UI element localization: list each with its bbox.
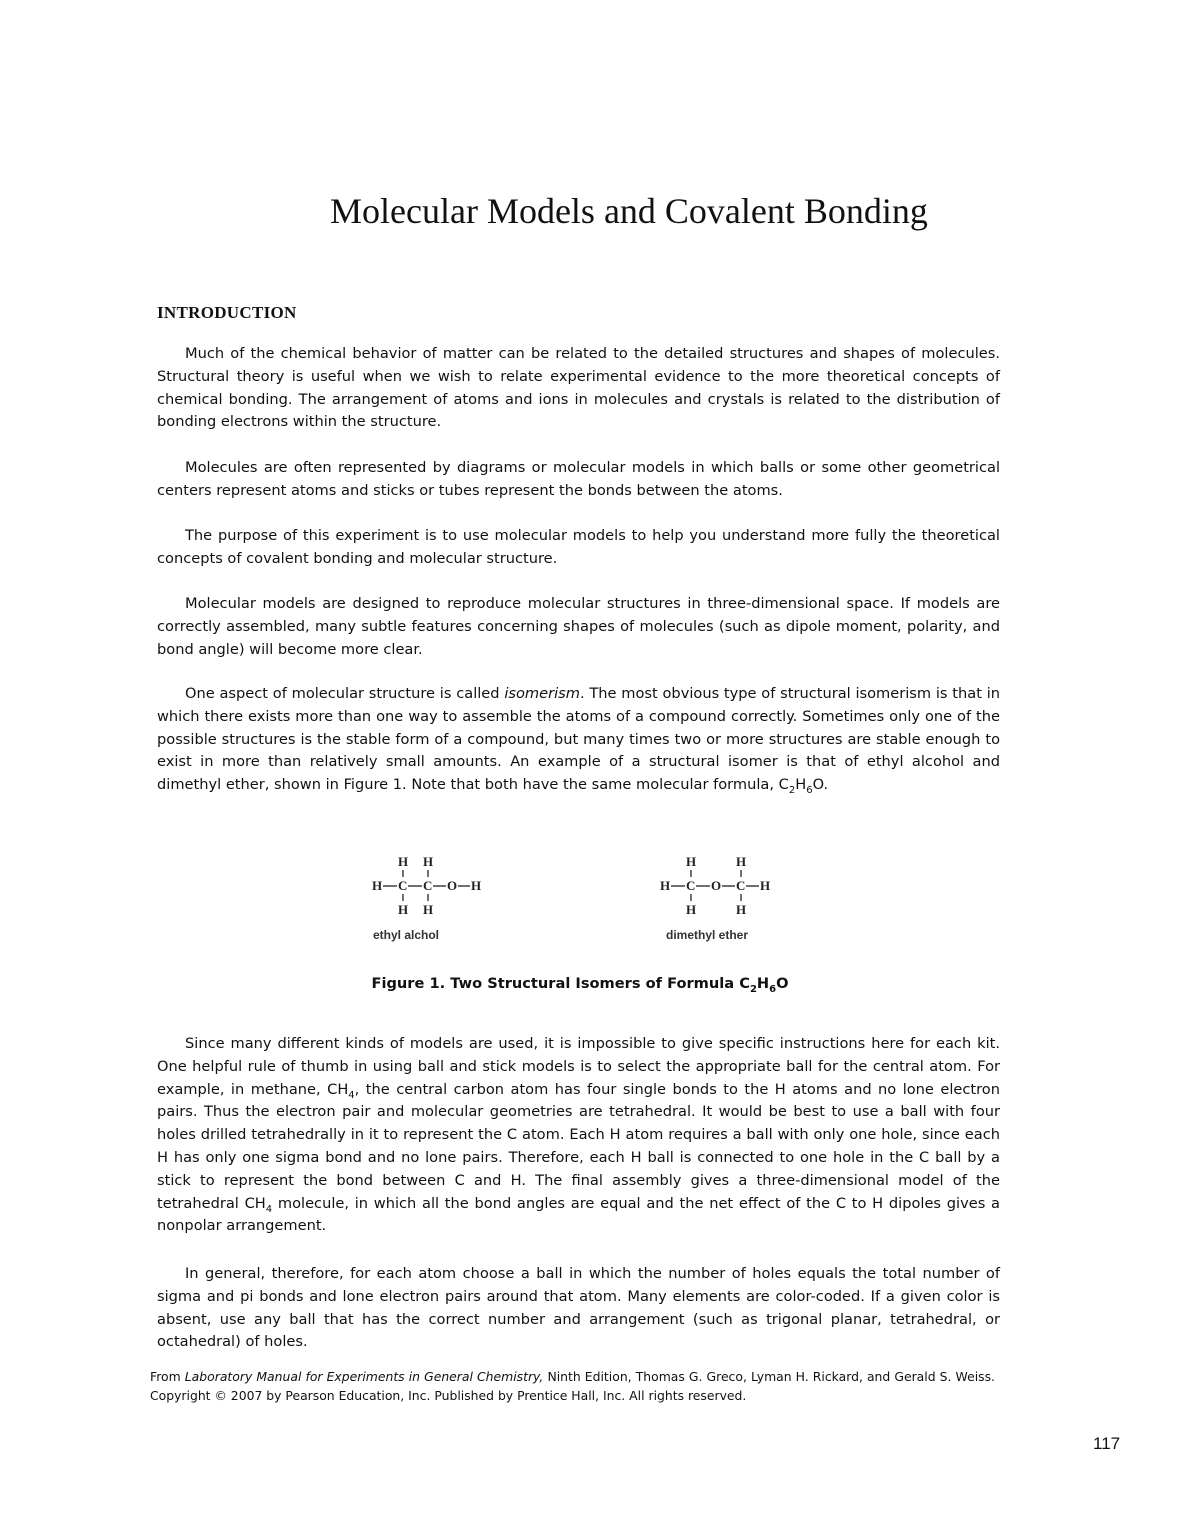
atom-o: O — [447, 878, 458, 893]
atom-h: H — [423, 902, 434, 917]
paragraph-4: Molecular models are designed to reproduce molecular structures in three-dimensional space. If models are correctly assembled, many subtle features concerning shapes of molecules (such as dipole moment, polarity, and bond angle) will become more clear. — [157, 595, 1000, 658]
figure-1-caption: Figure 1. Two Structural Isomers of Formula $C_2H_6O$ — [371, 975, 789, 995]
paragraph-6: Since many different kinds of models are used, it is impossible to give specific instructions here for each kit. One helpful rule of thumb in using ball and stick models is to select the appropriate ball for the central atom. For example, in methane, $CH_4$, the central carbon atom has four single bonds to the H atoms and no lone electron pairs. Thus the electron pair and molecular geometries are tetrahedral. It would be best to use a ball with four holes drilled tetrahedrally in it to represent the C atom. Each H atom requires a ball with only one hole, since each H has only one sigma bond and no lone pairs. Therefore, each H ball is connected to one hole in the C ball by a stick to represent the bond between C and H. The final assembly gives a three-dimensional model of the tetrahedral $CH_4$ molecule, in which all the bond angles are equal and the net effect of the C to H dipoles gives a nonpolar arrangement. — [157, 1035, 1000, 1235]
paragraph-2: Molecules are often represented by diagrams or molecular models in which balls or some other geometrical centers represent atoms and sticks or tubes represent the bonds between the atoms. — [157, 459, 1000, 499]
isomerism-term: isomerism — [504, 685, 580, 702]
source-citation: From Laboratory Manual for Experiments in General Chemistry, Ninth Edition, Thomas G. Greco, Lyman H. Rickard, and Gerald S. Weiss. Copyright © 2007 by Pearson Education, Inc. Published by Prentice Hall, Inc. All rights reserved. — [150, 1369, 995, 1403]
paragraph-7: In general, therefore, for each atom choose a ball in which the number of holes equals the total number of sigma and pi bonds and lone electron pairs around that atom. Many elements are color-coded. If a given color is absent, use any ball that has the correct number and arrangement (such as trigonal planar, tetrahedral, or octahedral) of holes. — [157, 1265, 1000, 1351]
book-title: Laboratory Manual for Experiments in General Chemistry, — [184, 1369, 544, 1384]
paragraph-5-text-a: One aspect of molecular structure is called — [185, 685, 505, 702]
page-number: 117 — [1093, 1434, 1121, 1453]
atom-h: H — [398, 902, 409, 917]
atom-h: H — [736, 854, 747, 869]
paragraph-5 — [157, 683, 1000, 797]
atom-h: H — [372, 878, 383, 893]
atom-h: H — [736, 902, 747, 917]
dimethyl-ether-structure — [655, 850, 795, 929]
ethyl-alcohol-structure — [350, 850, 490, 929]
section-heading-introduction: INTRODUCTION — [157, 303, 297, 322]
paragraph-5-text-b: . The most obvious type of structural isomerism is that in which there exists more than one way to assemble the atoms of a compound correctly. Sometimes only one of the possible structures is the stable form of a compound, but many times two or more structures are stable enough to exist in more than relatively small amounts. An example of a structural isomer is that of ethyl alcohol and dimethyl ether, shown in Figure 1. Note that both have the same molecular formula, — [157, 685, 1000, 794]
atom-c: C — [686, 878, 696, 893]
atom-h: H — [660, 878, 671, 893]
atom-h: H — [686, 854, 697, 869]
atom-h: H — [686, 902, 697, 917]
figure-1 — [350, 850, 810, 950]
atom-h: H — [398, 854, 409, 869]
ethyl-alcohol-label: ethyl alchol — [373, 928, 440, 942]
dimethyl-ether-label: dimethyl ether — [666, 928, 749, 942]
atom-o: O — [711, 878, 722, 893]
formula-c2h6o: $C_2H_6O$. — [778, 776, 829, 797]
ethyl-alcohol-diagram — [350, 850, 490, 925]
atom-c: C — [423, 878, 433, 893]
page-title: Molecular Models and Covalent Bonding — [330, 191, 928, 231]
atom-h: H — [471, 878, 482, 893]
atom-h: H — [423, 854, 434, 869]
paragraph-3: The purpose of this experiment is to use molecular models to help you understand more fully the theoretical concepts of covalent bonding and molecular structure. — [157, 527, 1000, 567]
paragraph-1: Much of the chemical behavior of matter can be related to the detailed structures and shapes of molecules. Structural theory is useful when we wish to relate experimental evidence to the more theoretical concepts of chemical bonding. The arrangement of atoms and ions in molecules and crystals is related to the distribution of bonding electrons within the structure. — [157, 345, 1000, 431]
atom-c: C — [736, 878, 746, 893]
atom-h: H — [760, 878, 771, 893]
dimethyl-ether-diagram — [655, 850, 795, 925]
atom-c: C — [398, 878, 408, 893]
